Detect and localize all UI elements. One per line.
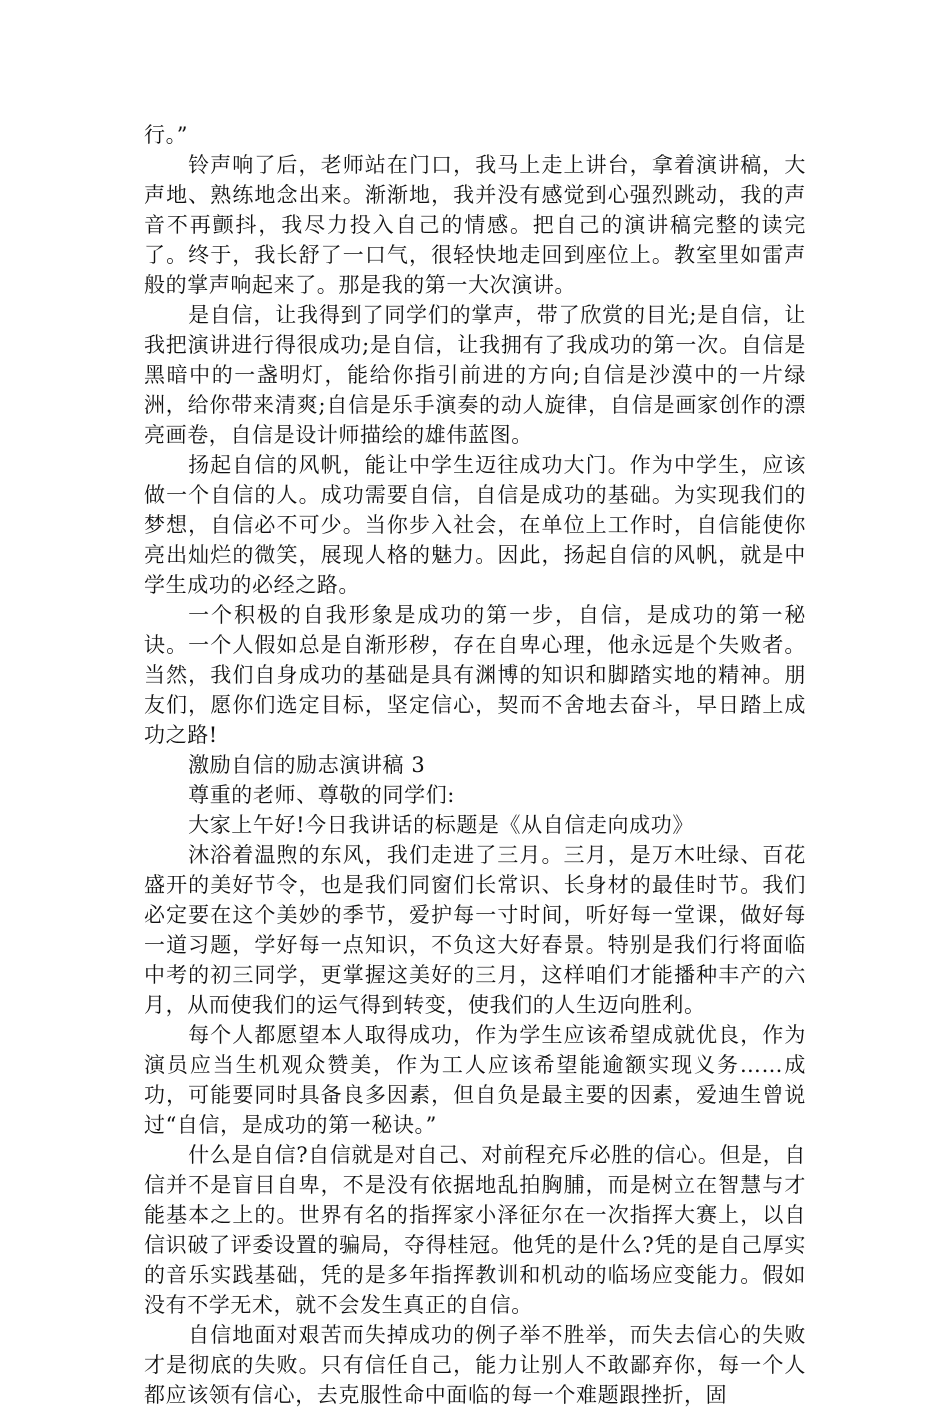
paragraph: 铃声响了后，老师站在门口，我马上走上讲台，拿着演讲稿，大声地、熟练地念出来。渐渐地，我并没有感觉到心强烈跳动，我的声音不再颤抖，我尽力投入自己的情感。把自己的演讲稿完整的读完了。终于，我长舒了一口气，很轻快地走回到座位上。教室里如雷声般的掌声响起来了。那是我的第一大次演讲。 bbox=[144, 153, 806, 297]
paragraph: 是自信，让我得到了同学们的掌声，带了欣赏的目光;是自信，让我把演讲进行得很成功;是自信，让我拥有了我成功的第一次。自信是黑暗中的一盏明灯，能给你指引前进的方向;自信是沙漠中的一片绿洲，给你带来清爽;自信是乐手演奏的动人旋律，自信是画家创作的漂亮画卷，自信是设计师描绘的雄伟蓝图。 bbox=[144, 303, 806, 447]
paragraph: 一个积极的自我形象是成功的第一步，自信，是成功的第一秘诀。一个人假如总是自渐形秽，存在自卑心理，他永远是个失败者。当然，我们自身成功的基础是具有渊博的知识和脚踏实地的精神。朋友们，愿你们选定目标，坚定信心，契而不舍地去奋斗，早日踏上成功之路! bbox=[144, 603, 806, 747]
paragraph: 扬起自信的风帆，能让中学生迈往成功大门。作为中学生，应该做一个自信的人。成功需要自信，自信是成功的基础。为实现我们的梦想，自信必不可少。当你步入社会，在单位上工作时，自信能使你亮出灿烂的微笑，展现人格的魅力。因此，扬起自信的风帆，就是中学生成功的必经之路。 bbox=[144, 453, 806, 597]
document-body bbox=[144, 120, 806, 1410]
paragraph: 沐浴着温煦的东风，我们走进了三月。三月，是万木吐绿、百花盛开的美好节令，也是我们同窗们长常识、长身材的最佳时节。我们必定要在这个美妙的季节，爱护每一寸时间，听好每一堂课，做好每一道习题，学好每一点知识，不负这大好春景。特别是我们行将面临中考的初三同学，更掌握这美好的三月，这样咱们才能播种丰产的六月，从而使我们的运气得到转变，使我们的人生迈向胜利。 bbox=[144, 843, 806, 1017]
salutation: 尊重的老师、尊敬的同学们: bbox=[188, 783, 455, 807]
paragraph-continuation: 行。” bbox=[144, 123, 189, 147]
paragraph: 自信地面对艰苦而失掉成功的例子举不胜举，而失去信心的失败才是彻底的失败。只有信任自己，能力让别人不敢鄙弃你，每一个人都应该领有信心，去克服性命中面临的每一个难题跟挫折，固 bbox=[144, 1323, 806, 1407]
paragraph: 每个人都愿望本人取得成功，作为学生应该希望成就优良，作为演员应当生机观众赞美，作为工人应该希望能逾额实现义务……成功，可能要同时具备良多因素，但自负是最主要的因素，爱迪生曾说过“自信，是成功的第一秘诀。” bbox=[144, 1023, 806, 1137]
greeting: 大家上午好!今日我讲话的标题是《从自信走向成功》 bbox=[188, 813, 694, 837]
paragraph: 什么是自信?自信就是对自己、对前程充斥必胜的信心。但是，自信并不是盲目自卑，不是没有依据地乱拍胸脯，而是树立在智慧与才能基本之上的。世界有名的指挥家小泽征尔在一次指挥大赛上，以自信识破了评委设置的骗局，夺得桂冠。他凭的是什么?凭的是自己厚实的音乐实践基础，凭的是多年指挥教训和机动的临场应变能力。假如没有不学无术，就不会发生真正的自信。 bbox=[144, 1143, 806, 1317]
section-heading: 激励自信的励志演讲稿 3 bbox=[188, 753, 426, 777]
